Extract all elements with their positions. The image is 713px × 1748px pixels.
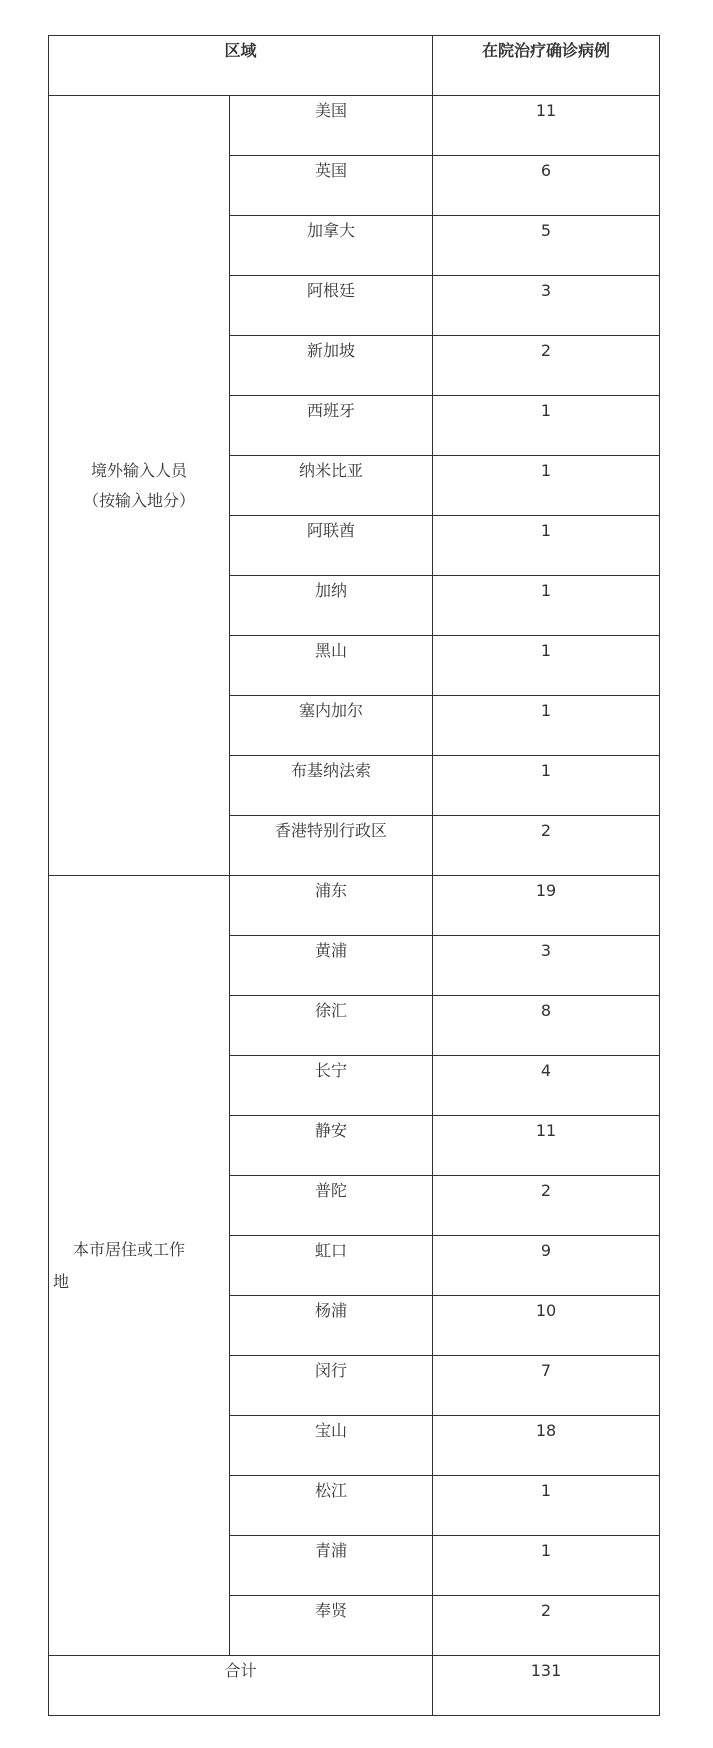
region-name: 新加坡	[307, 341, 356, 360]
case-count-cell	[433, 696, 660, 756]
region-name-cell	[230, 216, 433, 276]
case-count: 7	[540, 1361, 552, 1380]
case-count-cell	[433, 216, 660, 276]
region-name-cell	[230, 636, 433, 696]
group-label-line1: 境外输入人员	[90, 460, 187, 480]
case-count: 1	[540, 461, 552, 480]
case-count-cell	[433, 336, 660, 396]
case-count-cell	[433, 516, 660, 576]
case-count-cell	[433, 936, 660, 996]
region-name-cell	[230, 1476, 433, 1536]
case-count: 19	[535, 881, 557, 900]
region-name-cell	[230, 1296, 433, 1356]
case-count-cell	[433, 1536, 660, 1596]
total-label-cell	[49, 1656, 433, 1716]
case-count-cell	[433, 156, 660, 216]
total-value: 131	[530, 1661, 562, 1680]
total-value-cell	[433, 1656, 660, 1716]
region-name: 长宁	[315, 1061, 348, 1080]
case-count: 3	[540, 941, 552, 960]
case-count: 5	[540, 221, 552, 240]
region-name-cell	[230, 516, 433, 576]
case-count-cell	[433, 816, 660, 876]
region-name: 黄浦	[315, 941, 348, 960]
case-count-cell	[433, 1356, 660, 1416]
region-name-cell	[230, 576, 433, 636]
case-count-cell	[433, 1596, 660, 1656]
region-name: 闵行	[315, 1361, 348, 1380]
region-name: 西班牙	[307, 401, 356, 420]
region-name-cell	[230, 936, 433, 996]
case-count: 1	[540, 641, 552, 660]
region-name: 静安	[315, 1121, 348, 1140]
table-header-row	[49, 36, 660, 96]
region-name: 徐汇	[315, 1001, 348, 1020]
case-count: 2	[540, 1181, 552, 1200]
region-name-cell	[230, 756, 433, 816]
case-count-cell	[433, 456, 660, 516]
case-count: 11	[535, 101, 557, 120]
case-count: 1	[540, 1541, 552, 1560]
region-name-cell	[230, 816, 433, 876]
case-count: 2	[540, 1601, 552, 1620]
region-name-cell	[230, 96, 433, 156]
case-count-cell	[433, 1056, 660, 1116]
table-row	[49, 876, 660, 936]
region-name: 塞内加尔	[299, 701, 364, 720]
case-count: 1	[540, 761, 552, 780]
table-row	[49, 96, 660, 156]
case-count: 8	[540, 1001, 552, 1020]
group-label-line2: 地	[53, 1271, 70, 1291]
case-count: 6	[540, 161, 552, 180]
case-count: 10	[535, 1301, 557, 1320]
region-name-cell	[230, 876, 433, 936]
region-name-cell	[230, 996, 433, 1056]
region-name: 松江	[315, 1481, 348, 1500]
case-count: 4	[540, 1061, 552, 1080]
case-count-cell	[433, 1116, 660, 1176]
case-count-cell	[433, 1296, 660, 1356]
region-name-cell	[230, 456, 433, 516]
region-name: 布基纳法索	[291, 761, 372, 780]
region-name-cell	[230, 1056, 433, 1116]
region-name: 英国	[315, 161, 348, 180]
case-count: 18	[535, 1421, 557, 1440]
region-name-cell	[230, 336, 433, 396]
region-name: 黑山	[315, 641, 348, 660]
case-count-cell	[433, 1476, 660, 1536]
header-cases-label: 在院治疗确诊病例	[482, 41, 611, 60]
region-name-cell	[230, 1536, 433, 1596]
region-name: 宝山	[315, 1421, 348, 1440]
region-name-cell	[230, 276, 433, 336]
case-count-cell	[433, 396, 660, 456]
region-name: 浦东	[315, 881, 348, 900]
region-name-cell	[230, 156, 433, 216]
total-row	[49, 1656, 660, 1716]
group-label-line2: （按输入地分）	[82, 490, 195, 510]
region-name: 阿联酋	[307, 521, 356, 540]
region-name: 青浦	[315, 1541, 348, 1560]
total-label: 合计	[224, 1661, 257, 1680]
region-name: 香港特别行政区	[275, 821, 388, 840]
case-count-cell	[433, 1236, 660, 1296]
region-name: 奉贤	[315, 1601, 348, 1620]
region-name-cell	[230, 1176, 433, 1236]
region-name: 普陀	[315, 1181, 348, 1200]
case-count: 2	[540, 821, 552, 840]
case-count-cell	[433, 876, 660, 936]
case-count-cell	[433, 96, 660, 156]
region-name-cell	[230, 1416, 433, 1476]
case-count: 1	[540, 1481, 552, 1500]
case-table-container	[48, 35, 660, 1716]
case-count: 3	[540, 281, 552, 300]
region-name: 阿根廷	[307, 281, 356, 300]
group-label-cell	[49, 876, 230, 1656]
case-count-cell	[433, 276, 660, 336]
case-count: 1	[540, 701, 552, 720]
region-name: 加拿大	[307, 221, 356, 240]
region-name-cell	[230, 1236, 433, 1296]
header-cases	[433, 36, 660, 96]
region-name: 美国	[315, 101, 348, 120]
case-count-cell	[433, 1176, 660, 1236]
header-region	[49, 36, 433, 96]
region-name: 杨浦	[315, 1301, 348, 1320]
case-count-cell	[433, 996, 660, 1056]
region-name-cell	[230, 696, 433, 756]
case-count: 1	[540, 401, 552, 420]
case-count: 2	[540, 341, 552, 360]
case-table	[48, 35, 660, 1716]
case-count: 1	[540, 581, 552, 600]
region-name: 纳米比亚	[299, 461, 364, 480]
case-count-cell	[433, 756, 660, 816]
case-count-cell	[433, 636, 660, 696]
case-count: 1	[540, 521, 552, 540]
case-count-cell	[433, 576, 660, 636]
region-name-cell	[230, 1356, 433, 1416]
case-count-cell	[433, 1416, 660, 1476]
group-label-cell	[49, 96, 230, 876]
region-name: 虹口	[315, 1241, 348, 1260]
region-name-cell	[230, 396, 433, 456]
group-label-line1: 本市居住或工作	[73, 1239, 186, 1259]
region-name-cell	[230, 1116, 433, 1176]
case-count: 9	[540, 1241, 552, 1260]
header-region-label: 区域	[224, 41, 257, 60]
region-name: 加纳	[315, 581, 348, 600]
case-count: 11	[535, 1121, 557, 1140]
region-name-cell	[230, 1596, 433, 1656]
